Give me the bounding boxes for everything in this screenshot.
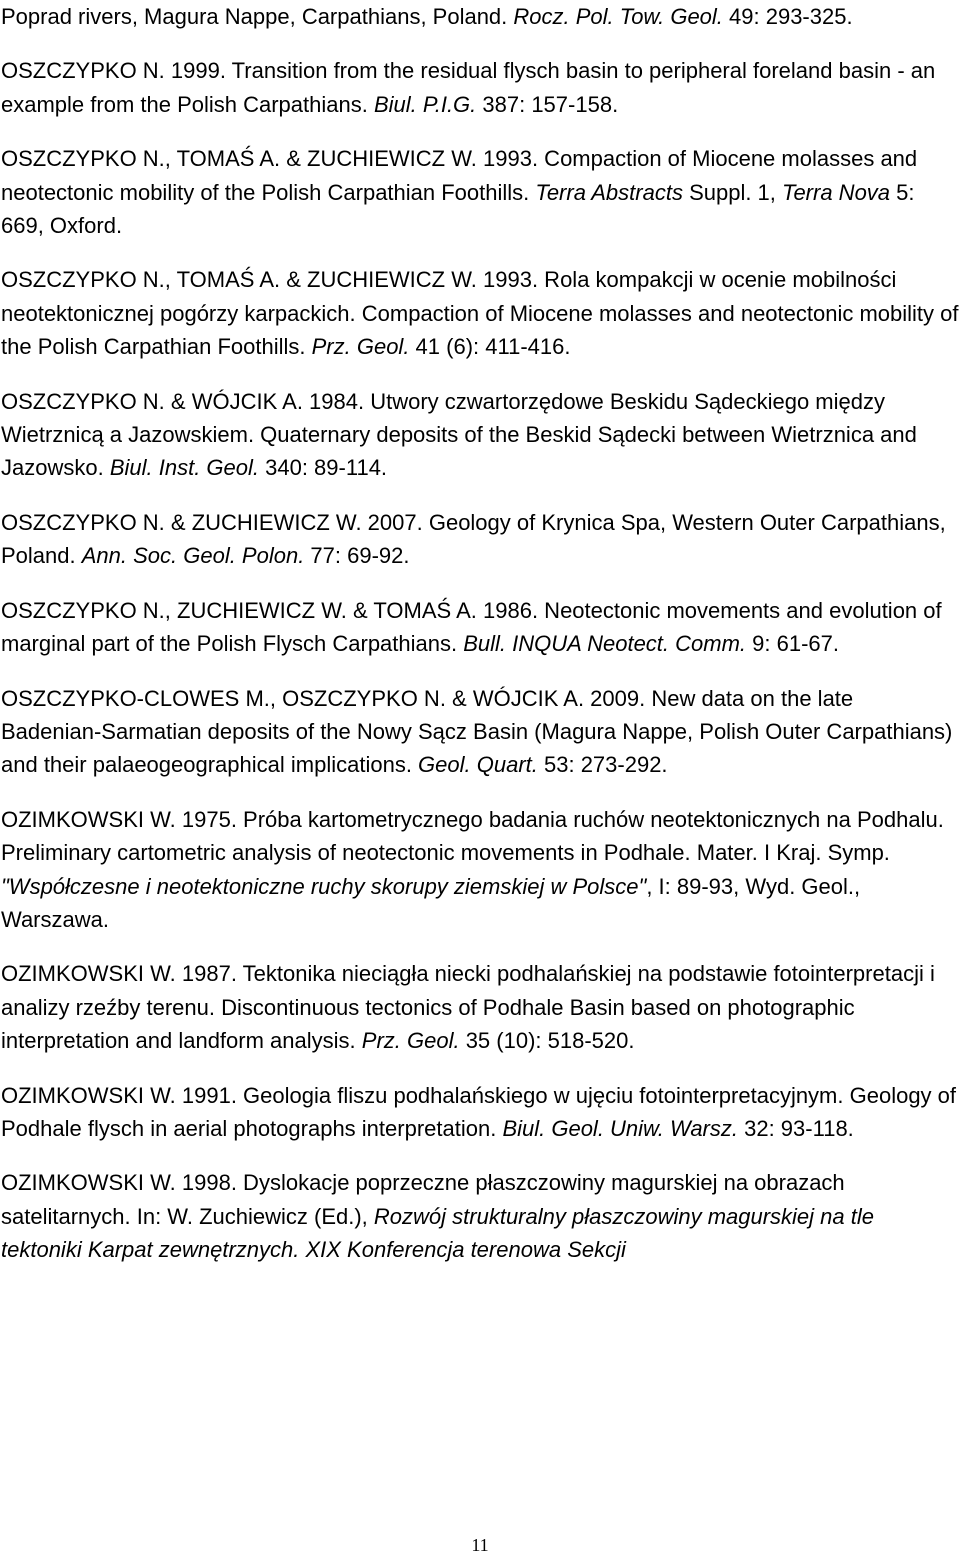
reference-text: 53: 273-292. (537, 752, 668, 778)
reference-source-italic: Rozwój strukturalny płaszczowiny magurskiej na tle tektoniki Karpat zewnętrznych. XIX Konferencja terenowa Sekcji (1, 1203, 874, 1263)
reference-source-italic: Ann. Soc. Geol. Polon. (81, 543, 305, 569)
reference-text: OSZCZYPKO N., ZUCHIEWICZ W. & TOMAŚ A. 1986. Neotectonic movements and evolution of marginal part of the Polish Flysch Carpathians. (1, 597, 942, 657)
reference-text: 5: 669, Oxford. (1, 179, 915, 239)
reference-text: 32: 93-118. (738, 1115, 854, 1141)
reference-text: OZIMKOWSKI W. 1991. Geologia fliszu podhalańskiego w ujęciu fotointerpretacyjnym. Geology of Podhale flysch in aerial photographs interpretation. (1, 1082, 957, 1141)
reference-source-italic: Terra Nova (782, 179, 891, 205)
reference-source-italic: Biul. Inst. Geol. (109, 455, 260, 481)
reference-entry (1, 142, 959, 242)
reference-source-italic: Geol. Quart. (418, 752, 538, 778)
reference-text: OSZCZYPKO-CLOWES M., OSZCZYPKO N. & WÓJCIK A. 2009. New data on the late Badenian-Sarmatian deposits of the Nowy Sącz Basin (Magura Nappe, Polish Outer Carpathians) and their palaeogeographical implications. (1, 685, 953, 778)
reference-text: 35 (10): 518-520. (459, 1028, 635, 1054)
reference-source-italic: Rocz. Pol. Tow. Geol. (513, 4, 723, 29)
reference-text: OZIMKOWSKI W. 1987. Tektonika nieciągła niecki podhalańskiej na podstawie fotointerpretacji i analizy rzeźby terenu. Discontinuous tectonics of Podhale Basin based on photographic interpretation and landform analysis. (1, 961, 935, 1054)
reference-text: 387: 157-158. (476, 91, 619, 117)
reference-entry (1, 506, 959, 573)
reference-entry (1, 54, 959, 121)
reference-entry (1, 263, 959, 363)
reference-text: OZIMKOWSKI W. 1998. Dyslokacje poprzeczne płaszczowiny magurskiej na obrazach satelitarnych. In: W. Zuchiewicz (Ed.), (1, 1170, 845, 1229)
reference-entry (1, 957, 959, 1057)
reference-text: Suppl. 1, (682, 179, 783, 205)
reference-entry (1, 594, 959, 661)
reference-entry (1, 385, 959, 485)
reference-text: OSZCZYPKO N., TOMAŚ A. & ZUCHIEWICZ W. 1993. Compaction of Miocene molasses and neotectonic mobility of the Polish Carpathian Foothills. (1, 146, 918, 205)
reference-source-italic: Prz. Geol. (311, 334, 410, 360)
reference-entry (1, 803, 959, 937)
reference-text: OSZCZYPKO N. 1999. Transition from the residual flysch basin to peripheral foreland basin - an example from the Polish Carpathians. (1, 58, 936, 117)
reference-text: 9: 61-67. (746, 631, 839, 657)
reference-entry (1, 0, 959, 33)
reference-text: 41 (6): 411-416. (409, 334, 571, 360)
reference-text: , I: 89-93, Wyd. Geol., Warszawa. (1, 873, 861, 932)
reference-text: OSZCZYPKO N. & WÓJCIK A. 1984. Utwory czwartorzędowe Beskidu Sądeckiego między Wietrznicą a Jazowskiem. Quaternary deposits of the Beskid Sądecki between Wietrznica and Jazowsko. (1, 388, 917, 481)
reference-text: 49: 293-325. (722, 4, 853, 29)
reference-text: OZIMKOWSKI W. 1975. Próba kartometrycznego badania ruchów neotektonicznych na Podhalu. Preliminary cartometric analysis of neotectonic movements in Podhale. Mater. I Kraj. Symp. (1, 806, 944, 866)
page-number: 11 (471, 1535, 489, 1555)
reference-entry (1, 682, 959, 782)
reference-source-italic: Bull. INQUA Neotect. Comm. (463, 631, 747, 657)
reference-source-italic: Prz. Geol. (361, 1028, 460, 1054)
reference-text: 340: 89-114. (259, 455, 388, 481)
reference-entry (1, 1079, 959, 1146)
reference-text: 77: 69-92. (304, 543, 410, 569)
reference-entry (1, 1166, 959, 1266)
reference-text: OSZCZYPKO N., TOMAŚ A. & ZUCHIEWICZ W. 1993. Rola kompakcji w ocenie mobilności neotektonicznej pogórzy karpackich. Compaction of Miocene molasses and neotectonic mobility of the Polish Carpathian Foothills. (1, 267, 959, 360)
reference-source-italic: Biul. P.I.G. (373, 91, 477, 117)
reference-source-italic: "Współczesne i neotektoniczne ruchy skorupy ziemskiej w Polsce" (1, 873, 647, 899)
reference-list (1, 0, 959, 1267)
reference-text: OSZCZYPKO N. & ZUCHIEWICZ W. 2007. Geology of Krynica Spa, Western Outer Carpathians, Poland. (1, 509, 946, 569)
reference-source-italic: Terra Abstracts (535, 179, 683, 205)
reference-source-italic: Biul. Geol. Uniw. Warsz. (502, 1115, 738, 1141)
reference-text: Poprad rivers, Magura Nappe, Carpathians, Poland. (1, 4, 514, 29)
